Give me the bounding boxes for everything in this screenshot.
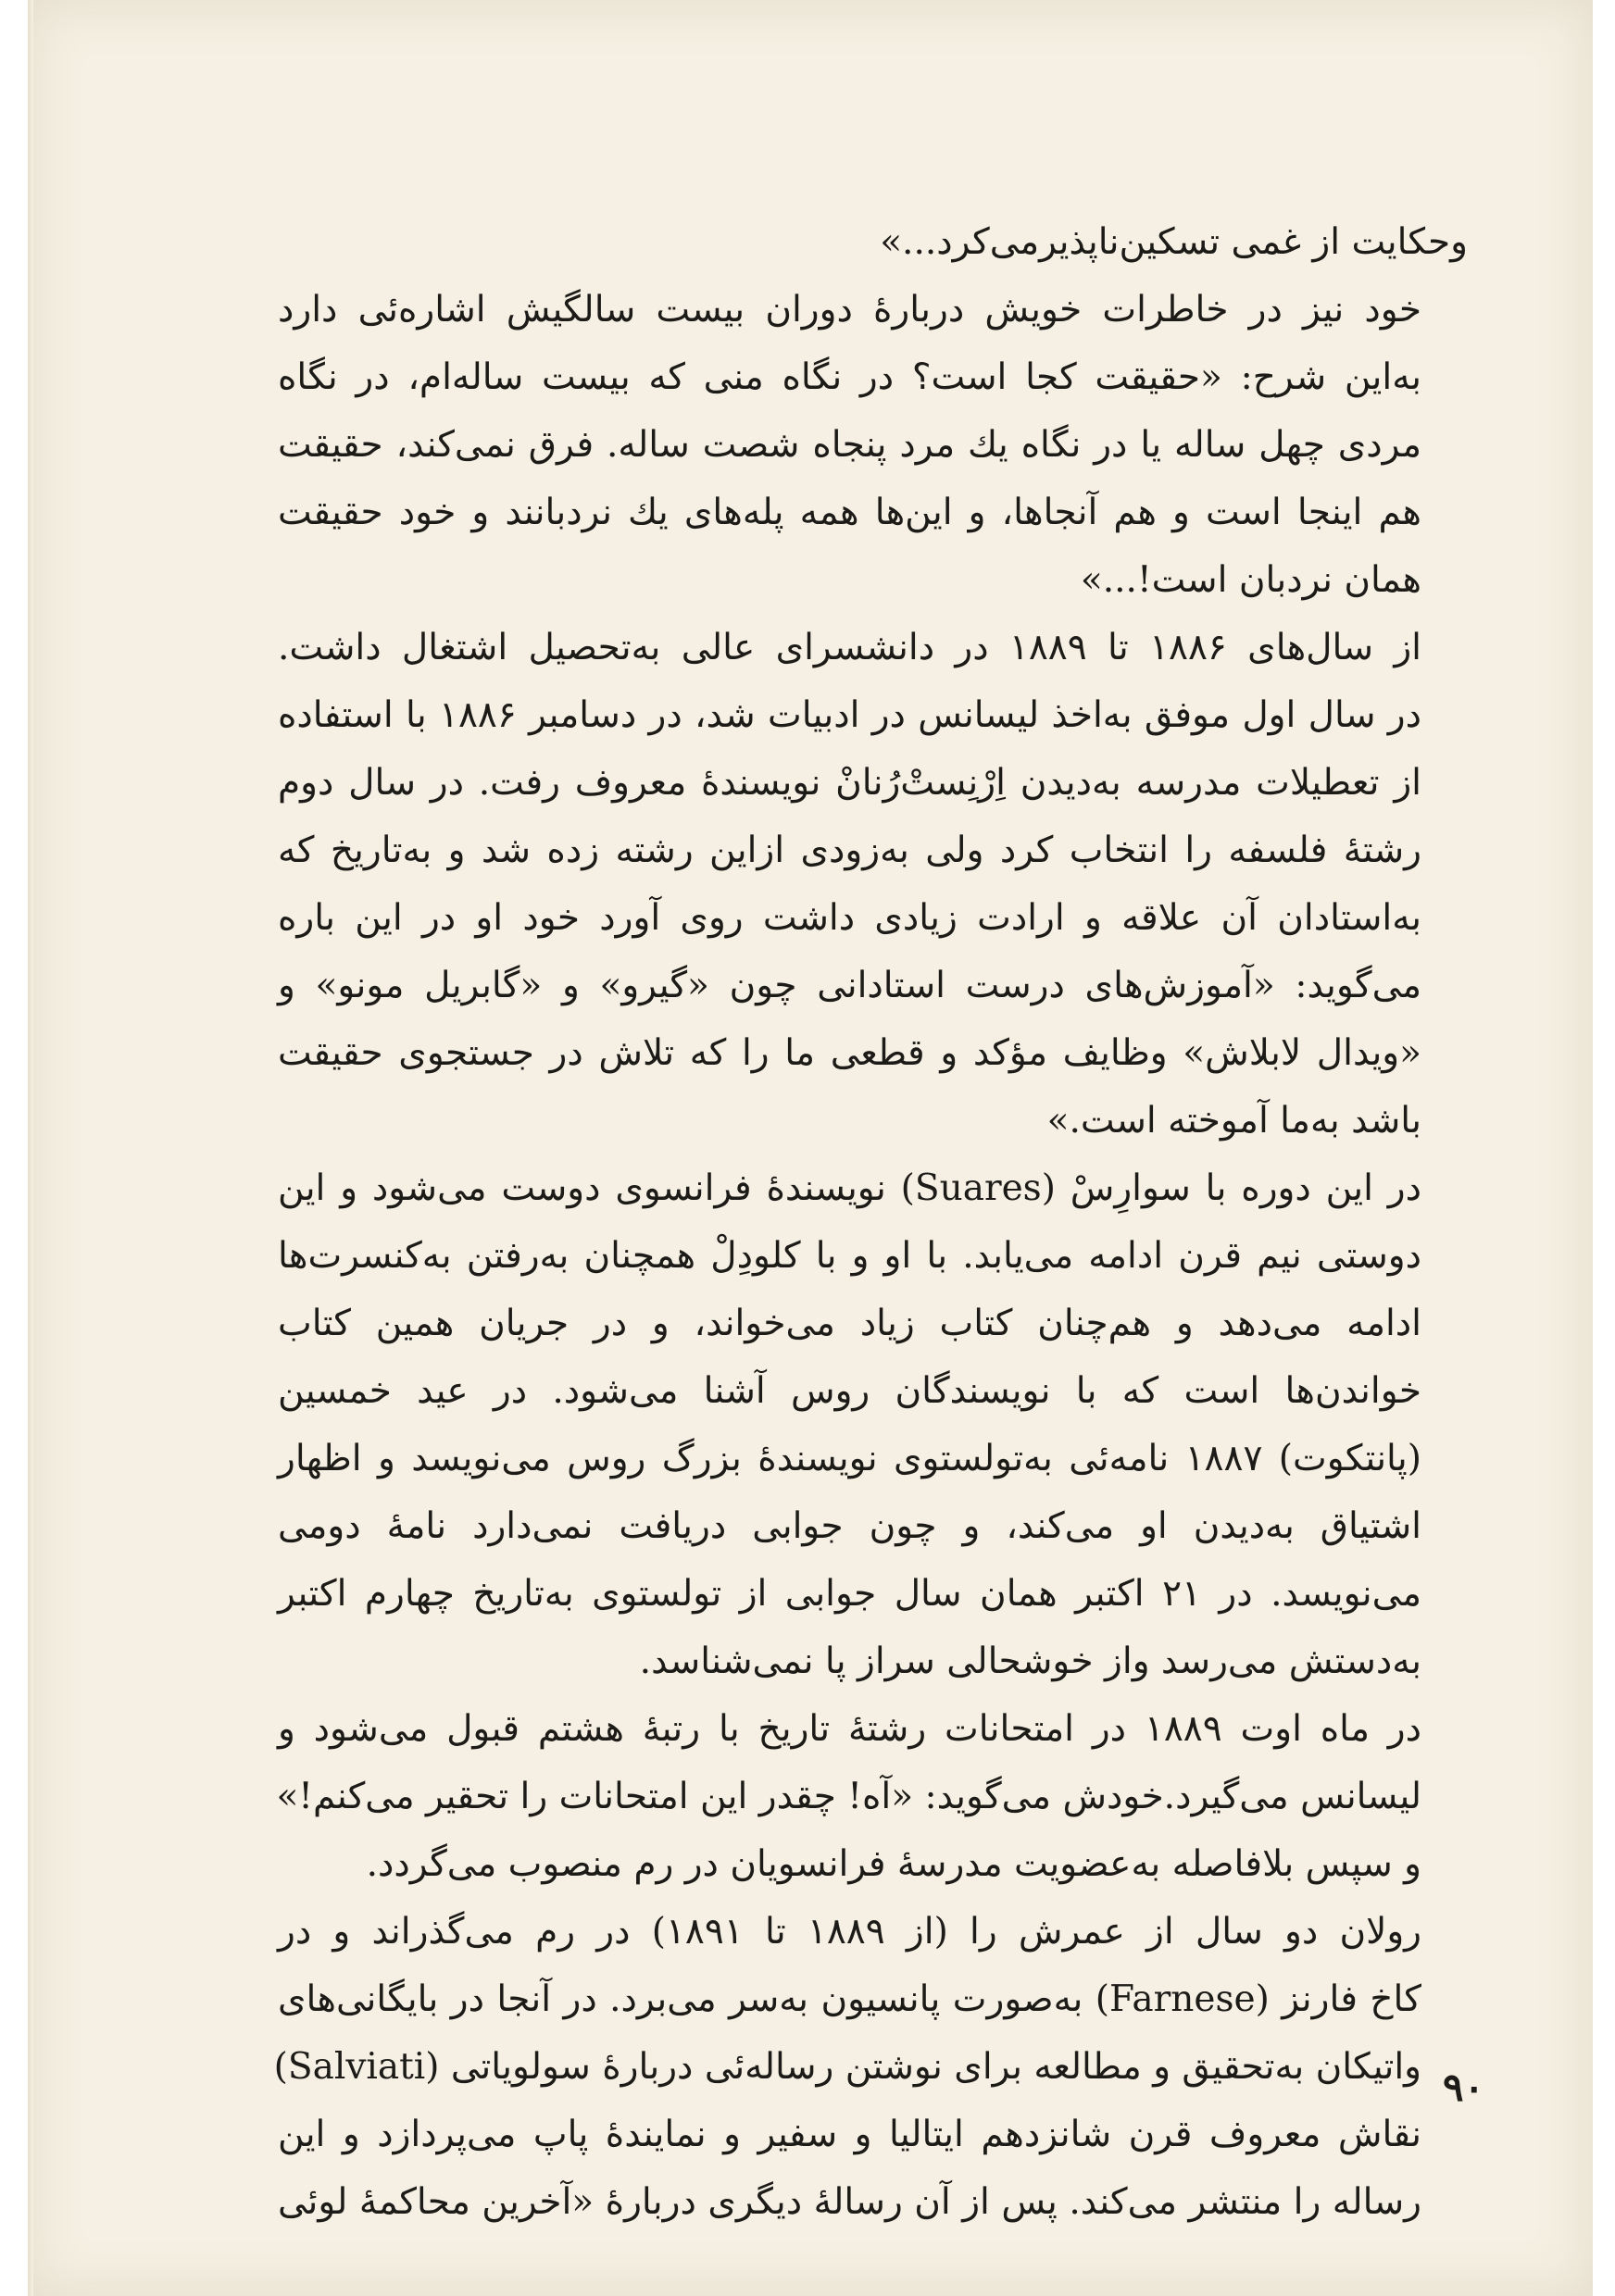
paper-page [28, 0, 1593, 2296]
text-line: «ویدال لابلاش» وظایف مؤکد و قطعی ما را که تلاش در جستجوی حقیقت [278, 1032, 1421, 1074]
text-line: واتیکان به‌تحقیق و مطالعه برای نوشتن رساله‌ئی دربارهٔ سولویاتی (Salviati) [273, 2046, 1421, 2088]
text-line: رساله را منتشر می‌کند. پس از آن رسالهٔ دیگری دربارهٔ «آخرین محاکمهٔ لوئی [278, 2181, 1421, 2223]
text-line: می‌گوید: «آموزش‌های درست استادانی چون «گیرو» و «گابریل مونو» و [278, 965, 1421, 1006]
text-line: کاخ فارنز (Farnese) به‌صورت پانسیون به‌سر می‌برد. در آنجا در بایگانی‌های [278, 1978, 1421, 2020]
page-number: ۹۰ [1443, 2065, 1485, 2110]
paragraph [278, 208, 1468, 276]
text-line: دوستی نیم قرن ادامه می‌یابد. با او و با کلودِلْ همچنان به‌رفتن به‌کنسرت‌ها [278, 1235, 1421, 1277]
text-line: رولان دو سال از عمرش را (از ۱۸۸۹ تا ۱۸۹۱) در رم می‌گذراند و در [278, 1911, 1422, 1953]
text-line: مردی چهل ساله یا در نگاه یك مرد پنجاه شصت ساله. فرق نمی‌کند، حقیقت [278, 424, 1421, 466]
text-line: در سال اول موفق به‌اخذ لیسانس در ادبیات شد، در دسامبر ۱۸۸۶ با استفاده [278, 694, 1422, 736]
text-line: رشتهٔ فلسفه را انتخاب کرد ولی به‌زودی ازاین رشته زده شد و به‌تاریخ که [278, 830, 1421, 871]
paragraph [278, 276, 1468, 614]
text-line: به‌استادان آن علاقه و ارادت زیادی داشت روی آورد خود او در این باره [278, 897, 1421, 939]
text-line: لیسانس می‌گیرد.خودش می‌گوید: «آه! چقدر این امتحانات را تحقیر می‌کنم!» [276, 1776, 1421, 1817]
text-line: و سپس بلافاصله به‌عضویت مدرسهٔ فرانسویان در رم منصوب می‌گردد. [366, 1843, 1421, 1885]
text-line: از سال‌های ۱۸۸۶ تا ۱۸۸۹ در دانشسرای عالی به‌تحصیل اشتغال داشت. [278, 627, 1422, 668]
paragraph [278, 1695, 1468, 1898]
body-text [273, 208, 1468, 2236]
text-line: خواندن‌ها است که با نویسندگان روس آشنا می‌شود. در عید خمسین [278, 1370, 1422, 1412]
text-line: می‌نویسد. در ۲۱ اکتبر همان سال جوابی از تولستوی به‌تاریخ چهارم اکتبر [278, 1573, 1421, 1615]
text-line: از تعطیلات مدرسه به‌دیدن اِرْنِستْ‌رُنانْ نویسندهٔ معروف رفت. در سال دوم [278, 762, 1421, 804]
paragraph [278, 614, 1468, 1154]
text-line: در این دوره با سوارِسْ (Suares) نویسندهٔ فرانسوی دوست می‌شود و این [278, 1167, 1421, 1209]
text-line: باشد به‌ما آموخته است.» [1046, 1100, 1421, 1142]
text-line: به‌دستش می‌رسد واز خوشحالی سراز پا نمی‌شناسد. [639, 1641, 1421, 1682]
text-line: همان نردبان است!...» [1080, 559, 1421, 601]
text-line: وحکایت از غمی تسکین‌ناپذیرمی‌کرد...» [880, 221, 1468, 263]
text-line: (پانتکوت) ۱۸۸۷ نامه‌ئی به‌تولستوی نویسندهٔ بزرگ روس می‌نویسد و اظهار [278, 1438, 1421, 1479]
text-line: در ماه اوت ۱۸۸۹ در امتحانات رشتهٔ تاریخ با رتبهٔ هشتم قبول می‌شود و [278, 1708, 1421, 1750]
text-line: ادامه می‌دهد و هم‌چنان کتاب زیاد می‌خواند، و در جریان همین کتاب [278, 1303, 1421, 1344]
paragraph [273, 1898, 1468, 2236]
text-line: خود نیز در خاطرات خویش دربارهٔ دوران بیست سالگیش اشاره‌ئی دارد [278, 289, 1421, 331]
text-line: اشتیاق به‌دیدن او می‌کند، و چون جوابی دریافت نمی‌دارد نامهٔ دومی [278, 1505, 1421, 1547]
text-line: نقاش معروف قرن شانزدهم ایتالیا و سفیر و نمایندهٔ پاپ می‌پردازد و این [278, 2114, 1421, 2155]
text-line: هم اینجا است و هم آنجاها، و این‌ها همه پله‌های یك نردبانند و خود حقیقت [278, 492, 1421, 533]
text-line: به‌این شرح: «حقیقت کجا است؟ در نگاه منی که بیست ساله‌ام، در نگاه [278, 356, 1421, 398]
paragraph [278, 1154, 1468, 1695]
